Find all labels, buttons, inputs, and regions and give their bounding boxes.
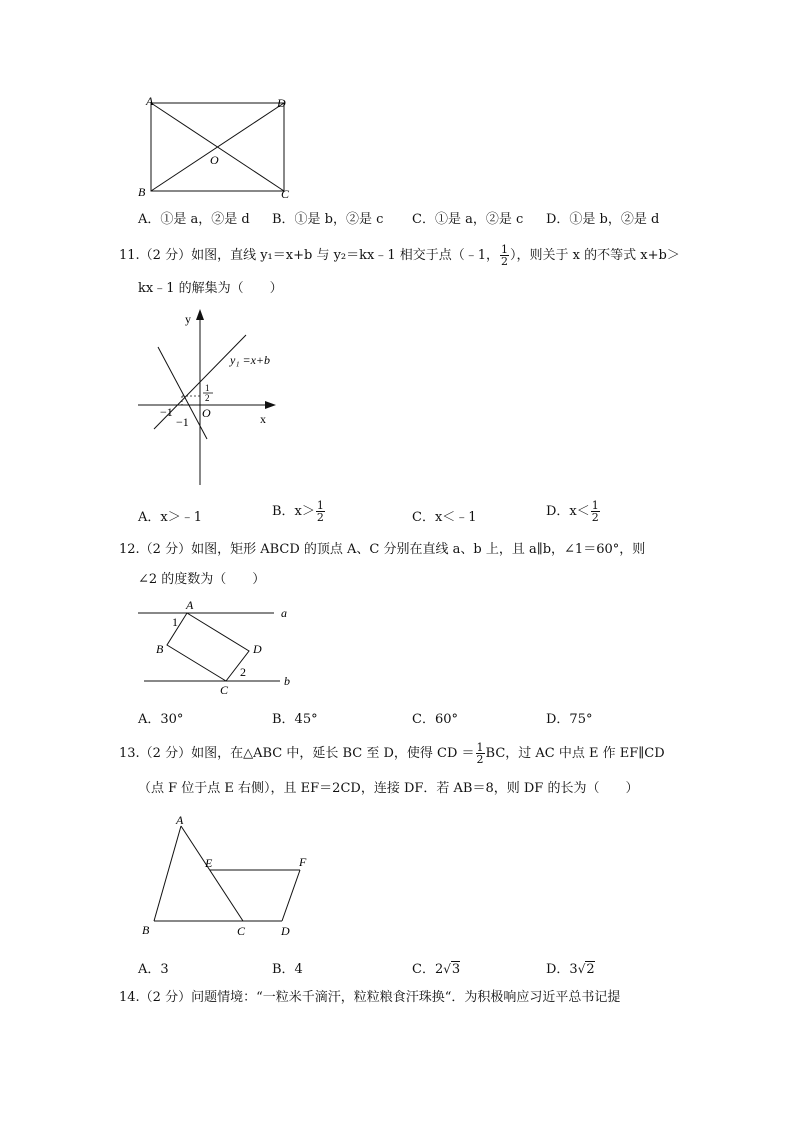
q11-graph-figure: [134, 305, 304, 490]
label-F: F: [299, 855, 307, 869]
q10-option-b[interactable]: B．①是 b，②是 c: [272, 212, 384, 227]
neg1-y-label: −1: [176, 415, 189, 429]
q12-line2: ∠2 的度数为（ ）: [138, 572, 266, 587]
q13-line1: [119, 742, 665, 765]
label-B: B: [142, 923, 150, 937]
q13-option-d[interactable]: D．3√2: [546, 962, 595, 977]
x-axis-label: x: [260, 412, 266, 426]
q14-line1: 14.（2 分）问题情境：“一粒米千滴汗，粒粒粮食汗珠换“．为积极响应习近平总书记提: [119, 990, 621, 1005]
label-O: O: [210, 153, 219, 167]
q12-line1: 12.（2 分）如图，矩形 ABCD 的顶点 A、C 分别在直线 a、b 上，且 a∥b，∠1＝60°，则: [119, 542, 646, 557]
q10-option-d[interactable]: D．①是 b，②是 d: [546, 212, 660, 227]
line-a-label: a: [281, 606, 287, 620]
q11-line1: [119, 244, 680, 267]
q10-option-a[interactable]: A．①是 a，②是 d: [138, 212, 250, 227]
q13-option-a[interactable]: A．3: [138, 962, 169, 977]
q11-line2: kx﹣1 的解集为（ ）: [138, 281, 283, 296]
label-A: A: [176, 813, 184, 827]
angle-1-label: 1: [172, 615, 178, 629]
line-y1-label: y₁ =x+b: [230, 353, 271, 367]
label-C: C: [281, 187, 290, 201]
q11-line1-end: ），则关于 x 的不等式 x+b＞: [510, 248, 680, 263]
angle-2-label: 2: [240, 665, 246, 679]
q13-option-c[interactable]: C．2√3: [412, 962, 461, 977]
label-A: A: [186, 598, 194, 612]
q12-option-c[interactable]: C．60°: [412, 712, 458, 727]
q11-option-a[interactable]: A．x＞﹣1: [138, 510, 202, 525]
label-C: C: [220, 683, 229, 697]
q12-option-d[interactable]: D．75°: [546, 712, 593, 727]
q13-line2: （点 F 位于点 E 右侧），且 EF＝2CD，连接 DF．若 AB＝8，则 DF 的长为（ ）: [138, 781, 639, 796]
label-C: C: [237, 924, 246, 938]
label-D: D: [281, 924, 290, 938]
q13-option-b[interactable]: B．4: [272, 962, 303, 977]
label-E: E: [205, 856, 213, 870]
origin-label: O: [202, 406, 211, 420]
label-B: B: [156, 642, 164, 656]
label-D: D: [253, 642, 262, 656]
q11-option-d-fraction: $\frac{1}{2}$: [591, 499, 599, 524]
q13-fraction: $\frac{1}{2}$: [476, 741, 484, 766]
q13-triangle-figure: [134, 808, 314, 942]
y-axis-label: y: [185, 312, 191, 326]
label-B: B: [138, 185, 146, 199]
q11-option-b-fraction: $\frac{1}{2}$: [316, 499, 324, 524]
q12-option-b[interactable]: B．45°: [272, 712, 318, 727]
line-b-label: b: [284, 674, 290, 688]
q13-line1-start: 13.（2 分）如图，在△ABC 中，延长 BC 至 D，使得 CD ＝: [119, 746, 475, 761]
q10-option-c[interactable]: C．①是 a，②是 c: [412, 212, 524, 227]
q11-option-b[interactable]: B．x＞ $\frac{1}{2}$: [272, 499, 324, 524]
q11-point-fraction: $\frac{1}{2}$: [501, 243, 509, 268]
q11-line1-start: 11.（2 分）如图，直线 y₁＝x+b 与 y₂＝kx﹣1 相交于点（﹣1，: [119, 248, 500, 263]
q13-line1-end: BC，过 AC 中点 E 作 EF∥CD: [485, 746, 665, 761]
q12-option-a[interactable]: A．30°: [138, 712, 184, 727]
half-den: 2: [205, 393, 210, 403]
q11-option-d[interactable]: D．x＜ $\frac{1}{2}$: [546, 499, 599, 524]
label-A: A: [146, 94, 154, 108]
neg1-x-label: −1: [160, 405, 173, 419]
half-num: 1: [205, 383, 210, 393]
q10-rectangle-figure: [134, 92, 304, 204]
q12-parallel-figure: [134, 595, 304, 697]
q11-option-c[interactable]: C．x＜﹣1: [412, 510, 477, 525]
label-D: D: [277, 96, 286, 110]
